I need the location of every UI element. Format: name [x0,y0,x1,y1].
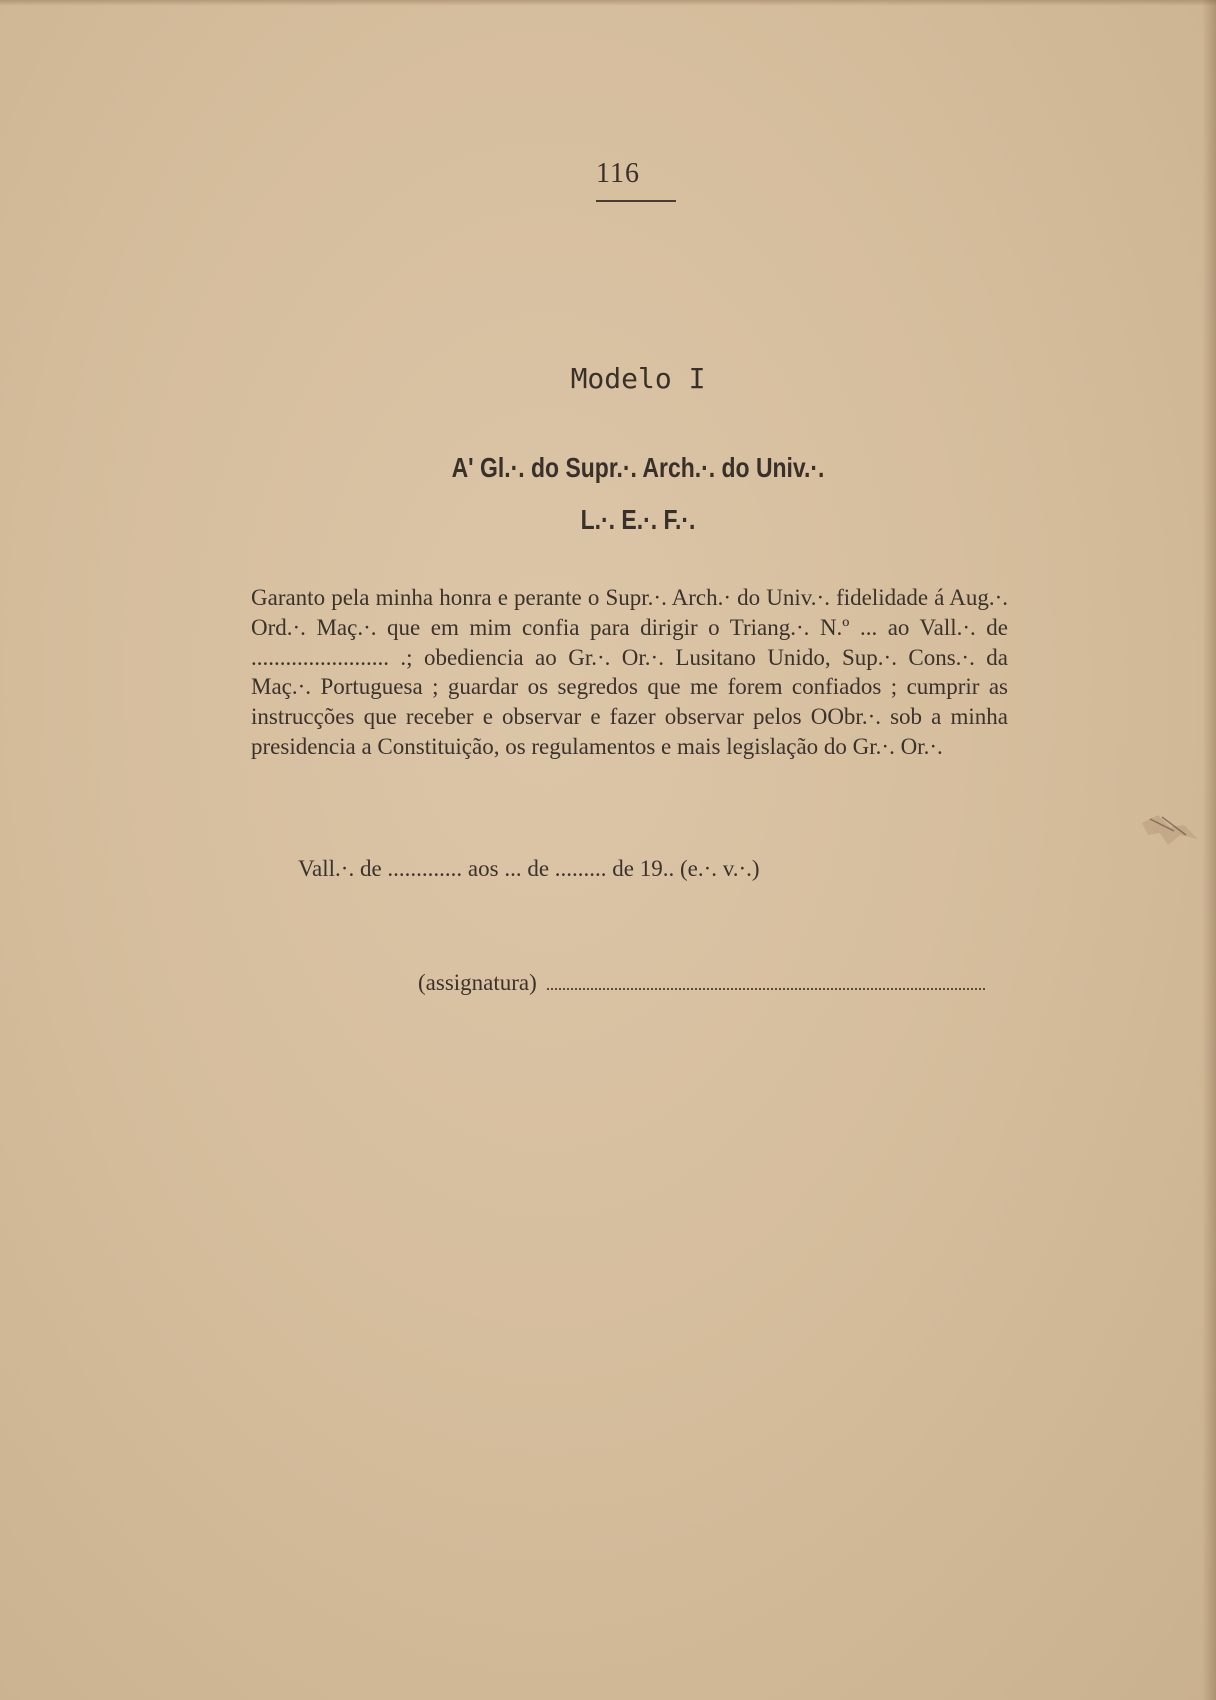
paper-tear-mark [1140,805,1200,855]
heading-line-1: A' Gl.·. do Supr.·. Arch.·. do Univ.·. [451,452,825,483]
signature-dotted-line [547,968,985,990]
heading-line-2: L.·. E.·. F.·. [580,504,696,535]
oath-paragraph: Garanto pela minha honra e perante o Supr.·. Arch.· do Univ.·. fidelidade á Aug.·. Ord.·. Maç.·. que em mim confia para dirigir o Triang.·. N.º ... ao Vall.·. de ........................ .; obediencia ao Gr.·. Or.·. Lusitano Unido, Sup.·. Cons.·. da Maç.·. Portuguesa ; guardar os segredos que me forem confiados ; cumprir as instrucções que receber e observar e fazer observar pelos OObr.·. sob a minha presidencia a Constituição, os regulamentos e mais legislação do Gr.·. Or.·. [251,585,1008,759]
page-edge-shadow-right [1202,0,1216,1700]
page-number: 116 [596,158,640,189]
page-number-underline [596,200,676,202]
page-edge-shadow-top [0,0,1216,6]
signature-label: (assignatura) [418,970,537,995]
date-line: Vall.·. de ............. aos ... de ......... de 19.. (e.·. v.·.) [298,856,760,881]
model-title: Modelo I [570,362,706,395]
signature-line [418,968,1018,996]
